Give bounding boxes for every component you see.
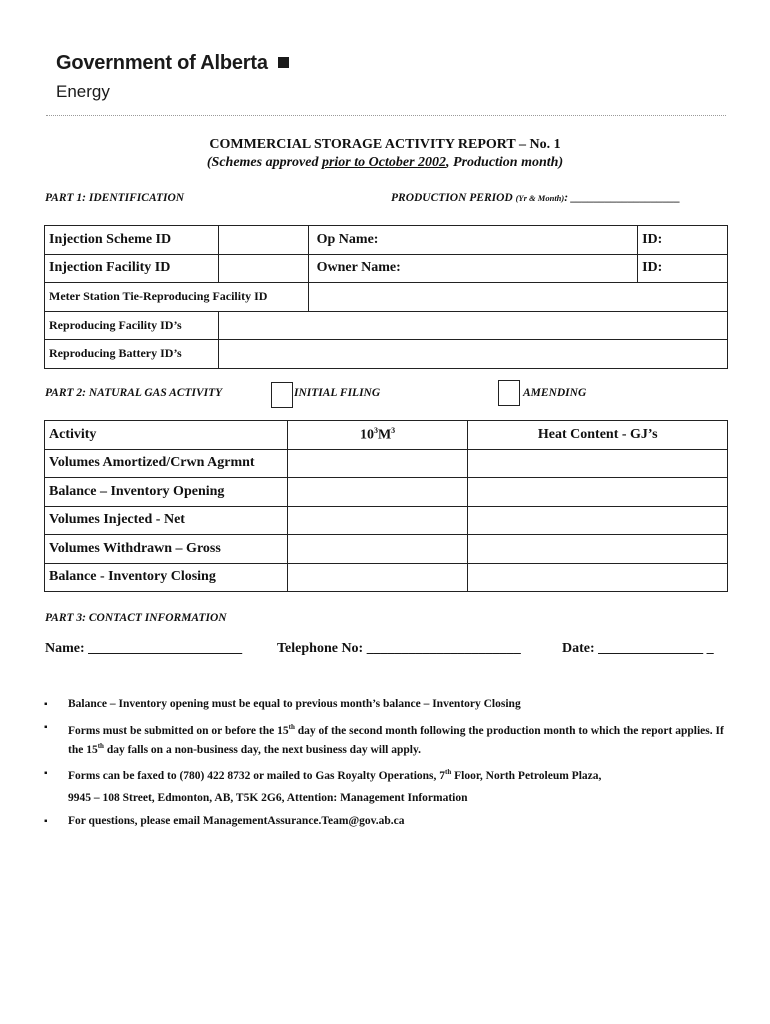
subtitle-underlined: prior to October 2002 [321,155,447,170]
row-label: Balance - Inventory Closing [45,563,288,592]
table-row [45,506,728,535]
table-row [45,311,728,340]
production-period-hint: (Yr & Month) [515,193,565,203]
note-part: Floor, North Petroleum Plaza, [451,770,602,783]
note-part: Forms must be submitted on or before the 15 [68,724,289,737]
table-row [45,449,728,478]
bullet-icon: ▪ [44,767,48,779]
meter-station-field[interactable] [308,283,727,312]
owner-name-field[interactable]: Owner Name: [308,254,637,283]
owner-id-field[interactable]: ID: [638,254,728,283]
injection-scheme-id-field[interactable] [218,226,308,255]
note-sup: th [97,741,104,750]
subtitle-post: , Production month) [446,155,564,170]
meter-station-label: Meter Station Tie-Reproducing Facility ID [45,283,309,312]
list-item [44,720,724,758]
identification-table [44,225,728,369]
reproducing-battery-ids-label: Reproducing Battery ID’s [45,340,219,369]
bullet-icon: ▪ [44,722,48,733]
table-row [45,535,728,564]
logo-square-icon [278,57,289,68]
heat-cell[interactable] [468,563,728,592]
note-address-line: 9945 – 108 Street, Edmonton, AB, T5K 2G6, Attention: Management Information [68,792,468,805]
note-part: Forms can be faxed to (780) 422 8732 or mailed to Gas Royalty Operations, 7 [68,770,446,783]
list-item [44,814,724,829]
op-id-field[interactable]: ID: [638,226,728,255]
col-volume-base: 10 [359,427,374,443]
list-item [44,697,724,712]
volume-cell[interactable] [287,535,468,564]
table-header-row [45,421,728,450]
row-label: Volumes Injected - Net [45,506,288,535]
note-sup: th [288,723,295,731]
injection-facility-id-field[interactable] [218,254,308,283]
col-volume [287,421,468,450]
row-label: Volumes Amortized/Crwn Agrmnt [45,449,288,478]
heat-cell[interactable] [468,478,728,507]
op-name-field[interactable]: Op Name: [308,226,637,255]
volume-cell[interactable] [287,449,468,478]
notes-list [44,697,724,837]
note-part: day of the second month following the production month to which the report applies. If the 15 [68,724,724,756]
list-item [44,766,724,807]
contact-telephone-field[interactable]: Telephone No: ______________________ [277,641,521,656]
subtitle-pre: (Schemes approved [206,155,322,170]
reproducing-battery-ids-field[interactable] [218,340,727,369]
reproducing-facility-ids-field[interactable] [218,311,727,340]
gas-activity-table [44,420,728,592]
amending-label: AMENDING [523,387,587,399]
heat-cell[interactable] [468,535,728,564]
initial-filing-checkbox[interactable] [271,382,293,408]
table-row [45,340,728,369]
volume-cell[interactable] [287,563,468,592]
contact-name-field[interactable]: Name: ______________________ [45,641,243,656]
bullet-icon: ▪ [44,816,48,828]
header-divider [46,115,726,116]
department-name: Energy [56,82,110,101]
form-subtitle [0,155,770,171]
col-volume-exp1: 3 [373,425,378,435]
table-row [45,226,728,255]
production-period[interactable] [391,192,680,204]
note-sup: th [445,768,452,777]
volume-cell[interactable] [287,478,468,507]
note-text [68,725,724,756]
bullet-icon: ▪ [44,699,48,710]
injection-facility-id-label: Injection Facility ID [45,254,219,283]
note-text: Balance – Inventory opening must be equal to previous month’s balance – Inventory Closing [68,698,521,710]
col-volume-unit: M [377,427,392,443]
col-heat-content: Heat Content - GJ’s [468,421,728,450]
row-label: Balance – Inventory Opening [45,478,288,507]
volume-cell[interactable] [287,506,468,535]
injection-scheme-id-label: Injection Scheme ID [45,226,219,255]
table-row [45,563,728,592]
part2-heading: PART 2: NATURAL GAS ACTIVITY [45,387,223,399]
col-volume-exp2: 3 [391,425,396,435]
reproducing-facility-ids-label: Reproducing Facility ID’s [45,311,219,340]
table-row [45,254,728,283]
production-period-blank[interactable]: : ___________________ [564,192,681,204]
heat-cell[interactable] [468,506,728,535]
part3-heading: PART 3: CONTACT INFORMATION [45,612,227,624]
note-text [68,770,601,782]
government-of-alberta-logo [56,52,289,75]
part1-heading: PART 1: IDENTIFICATION [45,192,185,204]
contact-date-field[interactable]: Date: _______________ _ [562,641,714,656]
row-label: Volumes Withdrawn – Gross [45,535,288,564]
amending-checkbox[interactable] [498,380,520,406]
table-row [45,283,728,312]
note-part: day falls on a non-business day, the next business day will apply. [103,743,421,756]
form-title: COMMERCIAL STORAGE ACTIVITY REPORT – No. 1 [209,137,561,152]
initial-filing-label: INITIAL FILING [294,387,381,399]
note-email[interactable]: For questions, please email ManagementAssurance.Team@gov.ab.ca [68,815,405,828]
logo-text: Government of Alberta [56,52,268,74]
heat-cell[interactable] [468,449,728,478]
col-activity: Activity [45,421,288,450]
table-row [45,478,728,507]
production-period-label: PRODUCTION PERIOD [391,192,513,204]
